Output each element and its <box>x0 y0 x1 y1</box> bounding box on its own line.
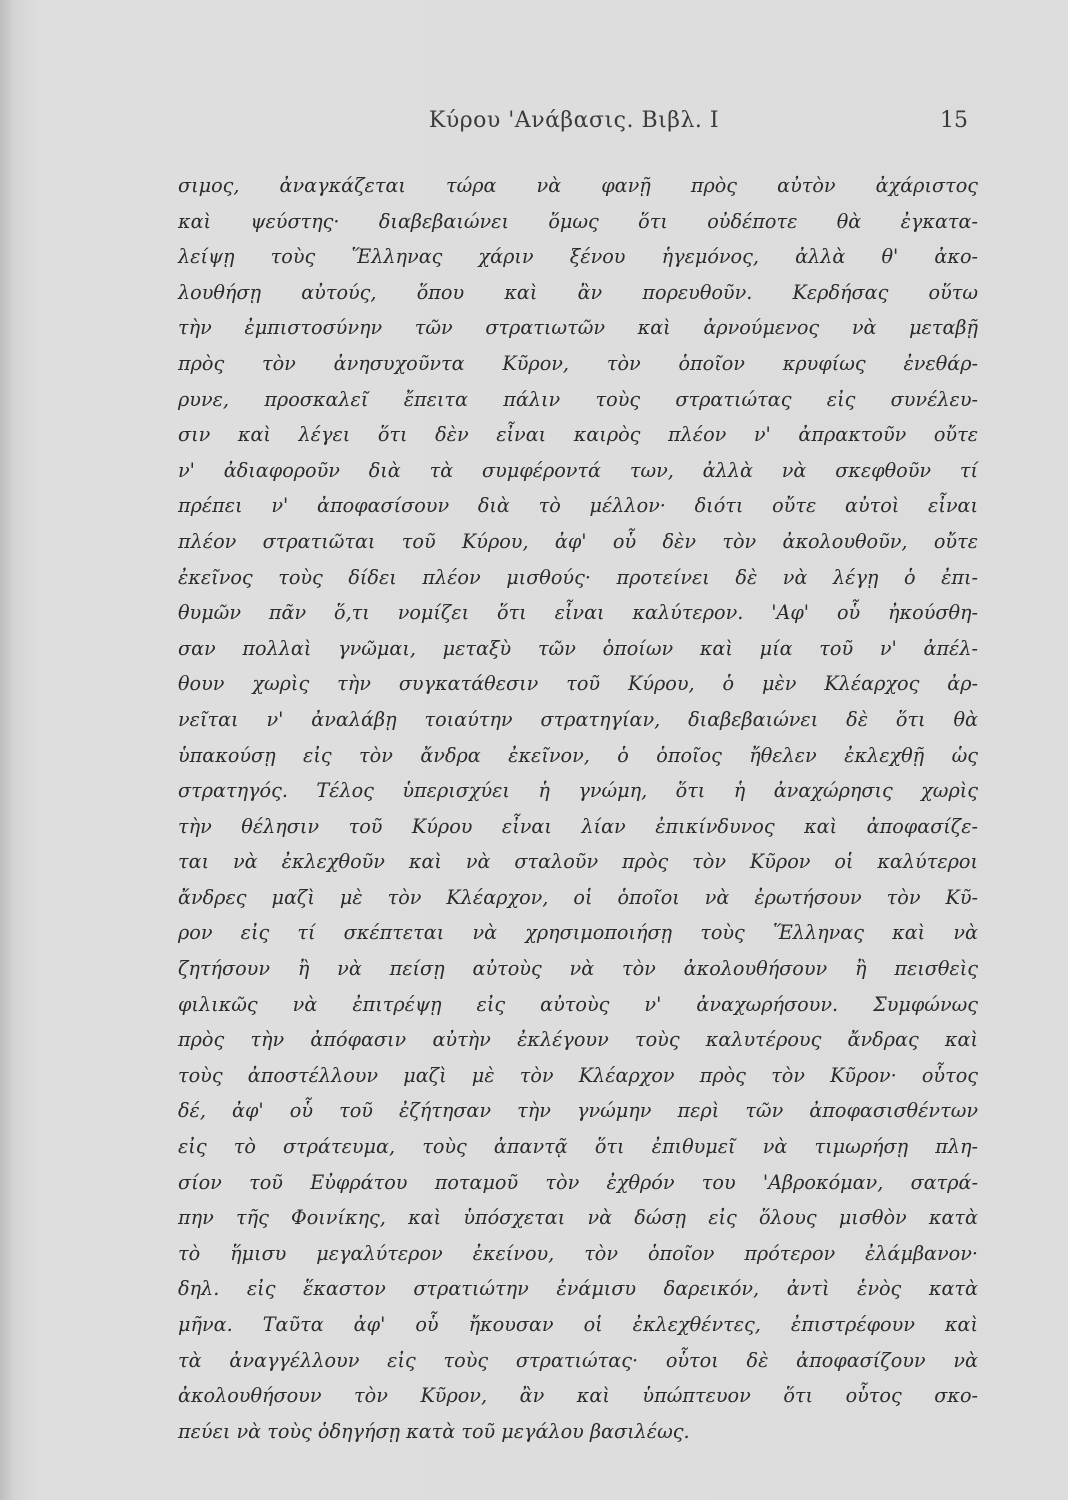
text-line: μῆνα. Ταῦτα ἀφ' οὗ ἤκουσαν οἱ ἐκλεχθέντες, ἐπιστρέφουν καὶ <box>178 1313 978 1336</box>
page-header <box>180 108 968 148</box>
text-line: ἐκεῖνος τοὺς δίδει πλέον μισθούς· προτείνει δὲ νὰ λέγῃ ὁ ἐπι- <box>178 565 978 589</box>
text-line: θουν χωρὶς τὴν συγκατάθεσιν τοῦ Κύρου, ὁ μὲν Κλέαρχος ἀρ- <box>178 672 978 696</box>
text-line: λουθήσῃ αὐτούς, ὅπου καὶ ἂν πορευθοῦν. Κερδήσας οὕτω <box>178 280 978 304</box>
text-line: σιν καὶ λέγει ὅτι δὲν εἶναι καιρὸς πλέον ν' ἀπρακτοῦν οὔτε <box>178 423 978 447</box>
text-line: ται νὰ ἐκλεχθοῦν καὶ νὰ σταλοῦν πρὸς τὸν Κῦρον οἱ καλύτεροι <box>178 850 978 874</box>
text-line: πρέπει ν' ἀποφασίσουν διὰ τὸ μέλλον· διότι οὔτε αὐτοὶ εἶναι <box>178 494 978 518</box>
text-line: στρατηγός. Τέλος ὑπερισχύει ἡ γνώμη, ὅτι ἡ ἀναχώρησις χωρὶς <box>178 779 978 803</box>
text-line: ζητήσουν ἢ νὰ πείσῃ αὐτοὺς νὰ τὸν ἀκολουθήσουν ἢ πεισθεὶς <box>178 957 978 981</box>
text-line: λείψῃ τοὺς Ἕλληνας χάριν ξένου ἡγεμόνος, ἀλλὰ θ' ἀκο- <box>178 245 978 269</box>
text-line: σαν πολλαὶ γνῶμαι, μεταξὺ τῶν ὁποίων καὶ μία τοῦ ν' ἀπέλ- <box>178 636 978 660</box>
text-line: εἰς τὸ στράτευμα, τοὺς ἀπαντᾷ ὅτι ἐπιθυμεῖ νὰ τιμωρήσῃ πλη- <box>178 1135 978 1159</box>
text-line: πρὸς τὸν ἀνησυχοῦντα Κῦρον, τὸν ὁποῖον κρυφίως ἐνεθάρ- <box>178 351 978 375</box>
text-line: δηλ. εἰς ἕκαστον στρατιώτην ἐνάμισυ δαρεικόν, ἀντὶ ἑνὸς κατὰ <box>178 1277 978 1301</box>
text-line: καὶ ψεύστης· διαβεβαιώνει ὅμως ὅτι οὐδέποτε θὰ ἐγκατα- <box>178 209 978 233</box>
text-line: ἀκολουθήσουν τὸν Κῦρον, ἂν καὶ ὑπώπτευον ὅτι οὗτος σκο- <box>178 1384 978 1408</box>
text-line: πρὸς τὴν ἀπόφασιν αὐτὴν ἐκλέγουν τοὺς καλυτέρους ἄνδρας καὶ <box>178 1028 978 1052</box>
text-line: ὑπακούσῃ εἰς τὸν ἄνδρα ἐκεῖνον, ὁ ὁποῖος ἤθελεν ἐκλεχθῇ ὡς <box>178 743 978 767</box>
body-text <box>178 168 978 1449</box>
text-line: πεύει νὰ τοὺς ὁδηγήσῃ κατὰ τοῦ μεγάλου βασιλέως. <box>178 1419 690 1443</box>
text-line: σιμος, ἀναγκάζεται τώρα νὰ φανῇ πρὸς αὐτὸν ἀχάριστος <box>178 174 978 197</box>
text-line: τὴν θέλησιν τοῦ Κύρου εἶναι λίαν ἐπικίνδυνος καὶ ἀποφασίζε- <box>178 814 978 838</box>
text-line: τὴν ἐμπιστοσύνην τῶν στρατιωτῶν καὶ ἀρνούμενος νὰ μεταβῇ <box>178 316 978 340</box>
page-number: 15 <box>940 108 968 133</box>
text-line: ν' ἀδιαφοροῦν διὰ τὰ συμφέροντά των, ἀλλὰ νὰ σκεφθοῦν τί <box>178 458 978 482</box>
text-line: πλέον στρατιῶται τοῦ Κύρου, ἀφ' οὗ δὲν τὸν ἀκολουθοῦν, οὔτε <box>178 529 978 553</box>
text-line: νεῖται ν' ἀναλάβῃ τοιαύτην στρατηγίαν, διαβεβαιώνει δὲ ὅτι θὰ <box>178 707 978 731</box>
text-line: πην τῆς Φοινίκης, καὶ ὑπόσχεται νὰ δώσῃ εἰς ὅλους μισθὸν κατὰ <box>178 1206 978 1230</box>
text-line: φιλικῶς νὰ ἐπιτρέψῃ εἰς αὐτοὺς ν' ἀναχωρήσουν. Συμφώνως <box>178 992 978 1016</box>
running-title: Κύρου 'Ανάβασις. Βιβλ. Ι <box>428 108 720 133</box>
text-line: τὸ ἥμισυ μεγαλύτερον ἐκείνου, τὸν ὁποῖον πρότερον ἐλάμβανον· <box>178 1241 978 1265</box>
text-line: τὰ ἀναγγέλλουν εἰς τοὺς στρατιώτας· οὗτοι δὲ ἀποφασίζουν νὰ <box>178 1348 978 1372</box>
text-line: ρυνε, προσκαλεῖ ἔπειτα πάλιν τοὺς στρατιώτας εἰς συνέλευ- <box>178 387 978 411</box>
text-line: ἄνδρες μαζὶ μὲ τὸν Κλέαρχον, οἱ ὁποῖοι νὰ ἐρωτήσουν τὸν Κῦ- <box>178 885 978 909</box>
text-line: σίον τοῦ Εὐφράτου ποταμοῦ τὸν ἐχθρόν του 'Αβροκόμαν, σατρά- <box>178 1170 978 1194</box>
text-line: θυμῶν πᾶν ὅ,τι νομίζει ὅτι εἶναι καλύτερον. 'Αφ' οὗ ἠκούσθη- <box>178 601 978 625</box>
text-line: ρον εἰς τί σκέπτεται νὰ χρησιμοποιήσῃ τοὺς Ἕλληνας καὶ νὰ <box>178 921 978 945</box>
text-line: τοὺς ἀποστέλλουν μαζὶ μὲ τὸν Κλέαρχον πρὸς τὸν Κῦρον· οὗτος <box>178 1063 978 1087</box>
text-line: δέ, ἀφ' οὗ τοῦ ἐζήτησαν τὴν γνώμην περὶ τῶν ἀποφασισθέντων <box>178 1099 978 1123</box>
